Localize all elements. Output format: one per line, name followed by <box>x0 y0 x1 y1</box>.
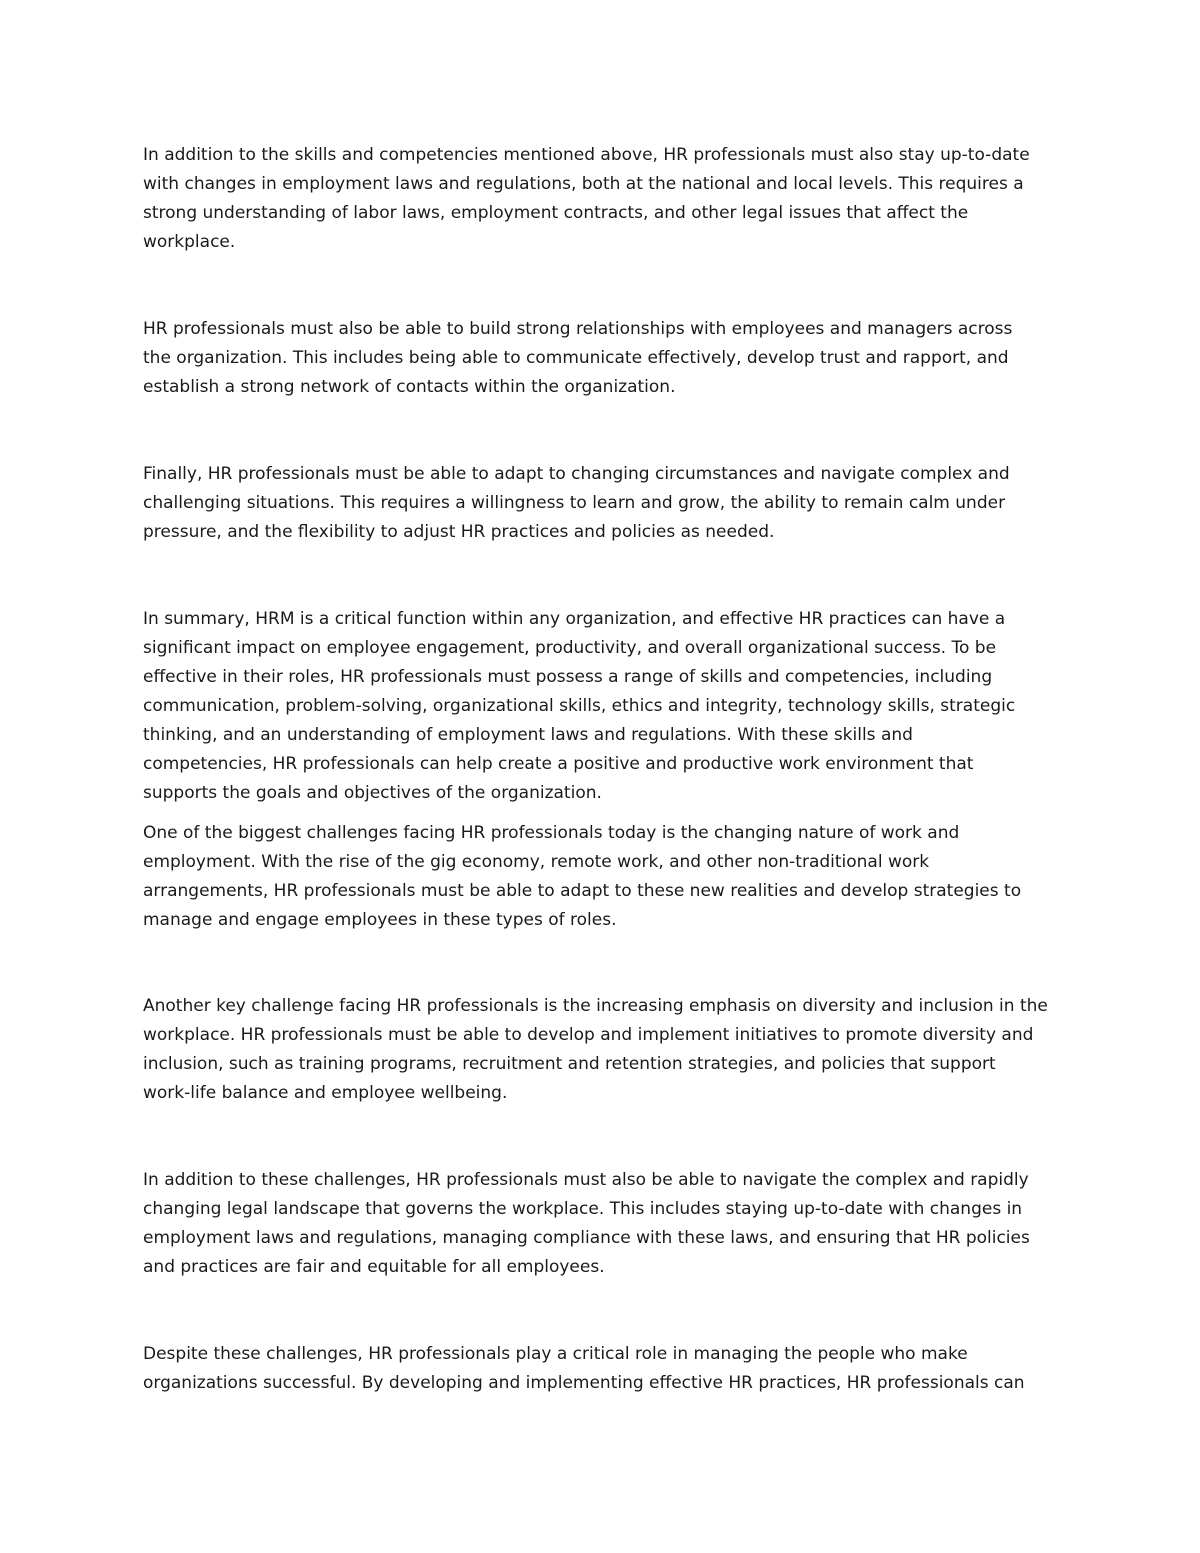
paragraph-changing-work <box>143 819 1068 935</box>
text-line: In addition to the skills and competencies mentioned above, HR professionals must also stay up-to-date <box>143 145 1030 165</box>
text-line: employment. With the rise of the gig economy, remote work, and other non-traditional work <box>143 852 930 872</box>
text-line: Despite these challenges, HR professionals play a critical role in managing the people who make <box>143 1344 968 1364</box>
paragraph-summary <box>143 605 1068 808</box>
text-line: communication, problem-solving, organizational skills, ethics and integrity, technology skills, strategic <box>143 696 1016 716</box>
paragraph-diversity <box>143 992 1068 1108</box>
text-line: challenging situations. This requires a willingness to learn and grow, the ability to remain calm under <box>143 493 1006 513</box>
text-line: arrangements, HR professionals must be able to adapt to these new realities and develop strategies to <box>143 881 1022 901</box>
text-line: competencies, HR professionals can help create a positive and productive work environment that <box>143 754 974 774</box>
text-line: workplace. <box>143 232 236 252</box>
text-line: and practices are fair and equitable for all employees. <box>143 1257 605 1277</box>
text-line: establish a strong network of contacts within the organization. <box>143 377 676 397</box>
paragraph-relationships <box>143 315 1068 402</box>
paragraph-legal-knowledge <box>143 141 1068 257</box>
text-line: changing legal landscape that governs the workplace. This includes staying up-to-date with changes in <box>143 1199 1023 1219</box>
paragraph-legal-landscape <box>143 1166 1068 1282</box>
text-line: Finally, HR professionals must be able to adapt to changing circumstances and navigate complex and <box>143 464 1010 484</box>
text-line: with changes in employment laws and regulations, both at the national and local levels. This requires a <box>143 174 1024 194</box>
paragraph-conclusion <box>143 1340 1068 1398</box>
text-line: work-life balance and employee wellbeing. <box>143 1083 508 1103</box>
text-line: effective in their roles, HR professionals must possess a range of skills and competencies, including <box>143 667 993 687</box>
text-line: workplace. HR professionals must be able to develop and implement initiatives to promote diversity and <box>143 1025 1034 1045</box>
text-line: HR professionals must also be able to build strong relationships with employees and managers across <box>143 319 1013 339</box>
text-line: significant impact on employee engagement, productivity, and overall organizational success. To be <box>143 638 997 658</box>
text-line: In addition to these challenges, HR professionals must also be able to navigate the complex and rapidly <box>143 1170 1029 1190</box>
text-line: pressure, and the flexibility to adjust HR practices and policies as needed. <box>143 522 775 542</box>
text-line: manage and engage employees in these types of roles. <box>143 910 617 930</box>
text-line: thinking, and an understanding of employment laws and regulations. With these skills and <box>143 725 913 745</box>
text-line: In summary, HRM is a critical function within any organization, and effective HR practices can have a <box>143 609 1006 629</box>
text-line: inclusion, such as training programs, recruitment and retention strategies, and policies that support <box>143 1054 996 1074</box>
text-line: One of the biggest challenges facing HR professionals today is the changing nature of work and <box>143 823 960 843</box>
text-line: organizations successful. By developing and implementing effective HR practices, HR professionals can <box>143 1373 1025 1393</box>
text-line: employment laws and regulations, managing compliance with these laws, and ensuring that HR policies <box>143 1228 1030 1248</box>
text-line: the organization. This includes being able to communicate effectively, develop trust and rapport, and <box>143 348 1009 368</box>
paragraph-adaptability <box>143 460 1068 547</box>
text-line: Another key challenge facing HR professionals is the increasing emphasis on diversity and inclusion in the <box>143 996 1048 1016</box>
text-line: supports the goals and objectives of the organization. <box>143 783 602 803</box>
text-line: strong understanding of labor laws, employment contracts, and other legal issues that affect the <box>143 203 969 223</box>
